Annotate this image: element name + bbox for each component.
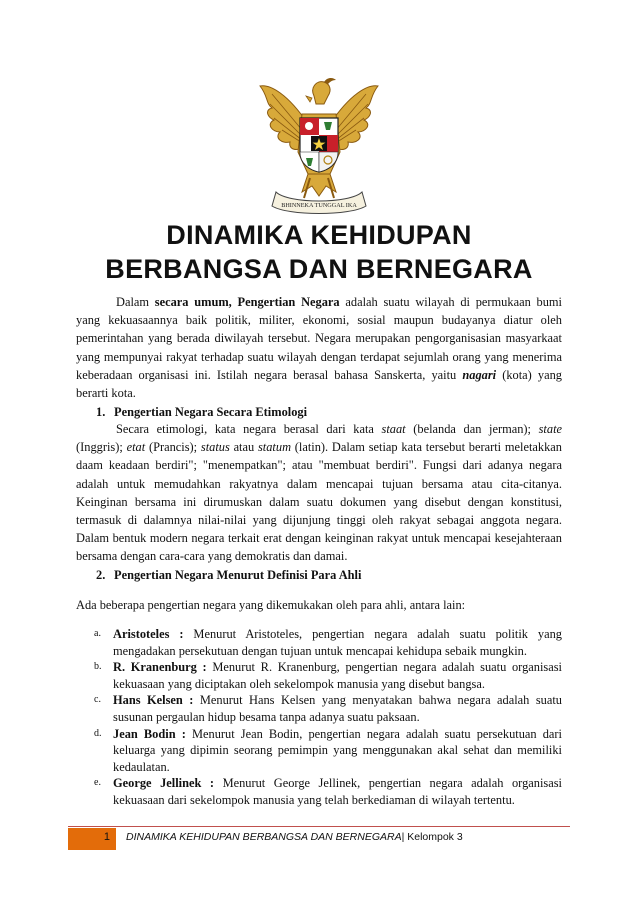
expert-name: R. Kranenburg : bbox=[113, 660, 207, 675]
section-2-number: 2. bbox=[96, 568, 106, 582]
expert-name: Jean Bodin : bbox=[113, 726, 186, 741]
footer-group: Kelompok 3 bbox=[404, 831, 463, 843]
list-item: b. R. Kranenburg : Menurut R. Kranenburg, pengertian negara adalah suatu organisasi kekuasaan yang diciptakan oleh sekelompok manusia yang disebut bangsa. bbox=[94, 660, 562, 691]
title-line-2: BERBANGSA DAN BERNEGARA bbox=[105, 254, 533, 284]
document-title bbox=[60, 218, 578, 286]
title-line-1: DINAMIKA KEHIDUPAN bbox=[166, 220, 472, 250]
section-2-heading bbox=[96, 566, 556, 584]
experts-list bbox=[94, 626, 562, 809]
footer-title: DINAMIKA KEHIDUPAN BERBANGSA DAN BERNEGARA bbox=[126, 831, 402, 843]
section-1-paragraph: Secara etimologi, kata negara berasal dari kata staat (belanda dan jerman); state (Inggris); etat (Prancis); status atau statum (latin). Dalam setiap kata tersebut berarti meletakkan daam keadaan berdiri"; "menempatkan"; atau "membuat berdiri". Fungsi dari adanya negara adalah untuk memudahkan rakyatnya dalam mencapai tujuan bersama atau cita-citanya. Keinginan bersama ini dirumuskan dalam suatu dokumen yang disebut dengan konstitusi, termasuk di dalamnya nilai-nilai yang dijunjung tinggi oleh rakyat sebagai anggota negara. Dalam bentuk modern negara terkait erat dengan keinginan rakyat untuk mencapai kesejahteraan bersama dengan cara-cara yang demokratis dan damai. bbox=[76, 422, 563, 564]
footer-text bbox=[126, 831, 463, 843]
footer-page-box bbox=[68, 828, 116, 850]
expert-name: Hans Kelsen : bbox=[113, 693, 194, 708]
section-1-heading bbox=[96, 403, 556, 421]
section-1-title: Pengertian Negara Secara Etimologi bbox=[114, 405, 308, 419]
list-item: d. Jean Bodin : Menurut Jean Bodin, pengertian negara adalah suatu persekutuan dari keluarga yang dipimin seorang pemimpin yang menggunakan akal sehat dan memiliki kedaulatan. bbox=[94, 726, 562, 774]
intro-bold-term: secara umum, Pengertian Negara bbox=[154, 295, 340, 309]
footer-divider bbox=[68, 826, 570, 827]
intro-italic-term: nagari bbox=[462, 367, 497, 382]
expert-name: George Jellinek : bbox=[113, 776, 215, 791]
expert-name: Aristoteles : bbox=[113, 627, 184, 641]
footer-separator: | bbox=[401, 831, 405, 843]
page-number: 1 bbox=[103, 831, 110, 843]
list-item: a. Aristoteles : Menurut Aristoteles, pengertian negara adalah suatu politik yang mengadakan persekutuan dengan tujuan untuk mencapai kehidupa sebaik mungkin. bbox=[94, 627, 562, 658]
section-2-title: Pengertian Negara Menurut Definisi Para Ahli bbox=[114, 568, 362, 582]
intro-paragraph: Dalam secara umum, Pengertian Negara adalah suatu wilayah di permukaan bumi yang kekuasaannya baik politik, militer, ekonomi, sosial maupun budayanya diatur oleh pemerintahan yang berada diwilayah tersebut. Negara merupakan pengorganisasian masyarkaat yang mempunyai rakyat terhadap suatu wilayah dengan terdapat sejumlah orang yang menerima keberadaan organisasi ini. Istilah negara berasal bahasa Sanskerta, yaitu nagari (kota) yang berarti kota. bbox=[76, 295, 562, 401]
section-1-number: 1. bbox=[96, 405, 106, 419]
list-item: c. Hans Kelsen : Menurut Hans Kelsen yang menyatakan bahwa negara adalah suatu susunan pergaulan hidup besama tanpa adanya suatu paksaan. bbox=[94, 693, 562, 724]
emblem-motto: BHINNEKA TUNGGAL IKA bbox=[281, 202, 357, 209]
list-item: e. George Jellinek : Menurut George Jellinek, pengertian negara adalah organisasi kekuasaan dari sekelompok manusia yang telah berkediaman di wilayah tertentu. bbox=[94, 776, 562, 807]
garuda-emblem-icon bbox=[258, 74, 380, 216]
section-2-intro: Ada beberapa pengertian negara yang dikemukakan oleh para ahli, antara lain: bbox=[76, 598, 466, 612]
